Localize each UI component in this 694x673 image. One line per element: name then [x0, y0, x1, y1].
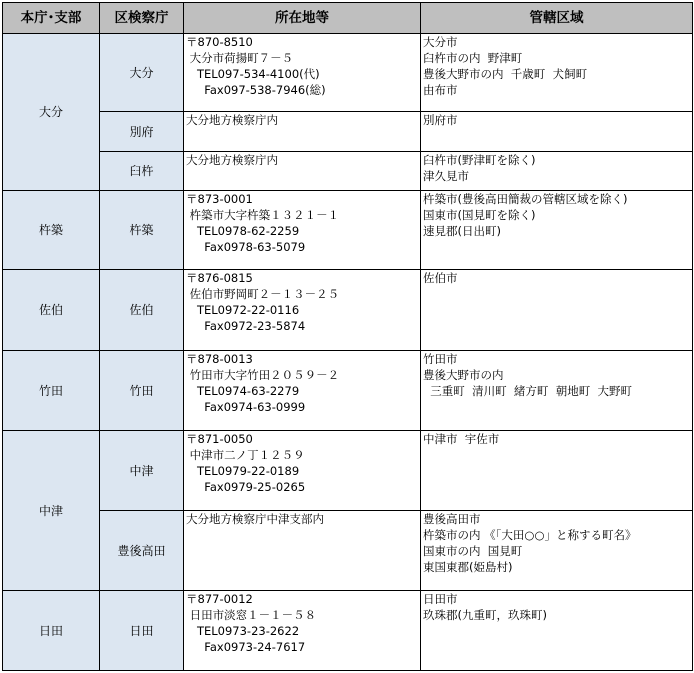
office-cell: 別府 — [100, 112, 184, 152]
address-cell: 大分地方検察庁内 — [184, 112, 421, 152]
office-cell: 佐伯 — [100, 270, 184, 351]
address-cell: 〒873-0001 杵築市大字杵築１３２１－１ TEL0978-62-2259 Fax0978-63-5079 — [184, 191, 421, 270]
address-cell: 〒877-0012 日田市淡窓１－１－５８ TEL0973-23-2622 Fax0973-24-7617 — [184, 591, 421, 671]
office-cell: 中津 — [100, 431, 184, 511]
header-address: 所在地等 — [184, 3, 421, 34]
header-office: 区検察庁 — [100, 3, 184, 34]
header-branch: 本庁･支部 — [3, 3, 100, 34]
address-cell: 大分地方検察庁中津支部内 — [184, 511, 421, 591]
office-cell: 杵築 — [100, 191, 184, 270]
branch-cell: 佐伯 — [3, 270, 100, 351]
jurisdiction-cell: 日田市 玖珠郡(九重町，玖珠町) — [421, 591, 693, 671]
jurisdiction-cell: 佐伯市 — [421, 270, 693, 351]
address-cell: 〒871-0050 中津市二ノ丁１２５９ TEL0979-22-0189 Fax0979-25-0265 — [184, 431, 421, 511]
office-cell: 竹田 — [100, 351, 184, 431]
branch-cell: 杵築 — [3, 191, 100, 270]
address-cell: 〒878-0013 竹田市大字竹田２０５９－２ TEL0974-63-2279 Fax0974-63-0999 — [184, 351, 421, 431]
address-cell: 大分地方検察庁内 — [184, 152, 421, 191]
jurisdiction-cell: 杵築市(豊後高田簡裁の管轄区域を除く) 国東市(国見町を除く) 速見郡(日出町) — [421, 191, 693, 270]
address-cell: 〒876-0815 佐伯市野岡町２－１３－２５ TEL0972-22-0116 Fax0972-23-5874 — [184, 270, 421, 351]
jurisdiction-cell: 臼杵市(野津町を除く) 津久見市 — [421, 152, 693, 191]
jurisdiction-cell: 中津市 宇佐市 — [421, 431, 693, 511]
table-row — [3, 511, 693, 591]
jurisdiction-cell: 豊後高田市 杵築市の内 《「大田○○」と称する町名》 国東市の内 国見町 東国東郡(姫島村) — [421, 511, 693, 591]
office-cell: 豊後高田 — [100, 511, 184, 591]
office-cell: 大分 — [100, 34, 184, 112]
table-row — [3, 112, 693, 152]
header-row — [3, 3, 693, 34]
jurisdiction-table — [2, 2, 693, 671]
office-cell: 臼杵 — [100, 152, 184, 191]
table-row — [3, 431, 693, 511]
table-row — [3, 270, 693, 351]
office-cell: 日田 — [100, 591, 184, 671]
jurisdiction-cell: 竹田市 豊後大野市の内 三重町 清川町 緒方町 朝地町 大野町 — [421, 351, 693, 431]
address-cell: 〒870-8510 大分市荷揚町７－５ TEL097-534-4100(代) Fax097-538-7946(総) — [184, 34, 421, 112]
branch-cell: 竹田 — [3, 351, 100, 431]
table-row — [3, 191, 693, 270]
table-row — [3, 34, 693, 112]
branch-cell: 中津 — [3, 431, 100, 591]
jurisdiction-cell: 大分市 臼杵市の内 野津町 豊後大野市の内 千歳町 犬飼町 由布市 — [421, 34, 693, 112]
table-row — [3, 591, 693, 671]
branch-cell: 大分 — [3, 34, 100, 191]
table-row — [3, 152, 693, 191]
branch-cell: 日田 — [3, 591, 100, 671]
table-row — [3, 351, 693, 431]
header-jurisdiction: 管轄区域 — [421, 3, 693, 34]
jurisdiction-cell: 別府市 — [421, 112, 693, 152]
